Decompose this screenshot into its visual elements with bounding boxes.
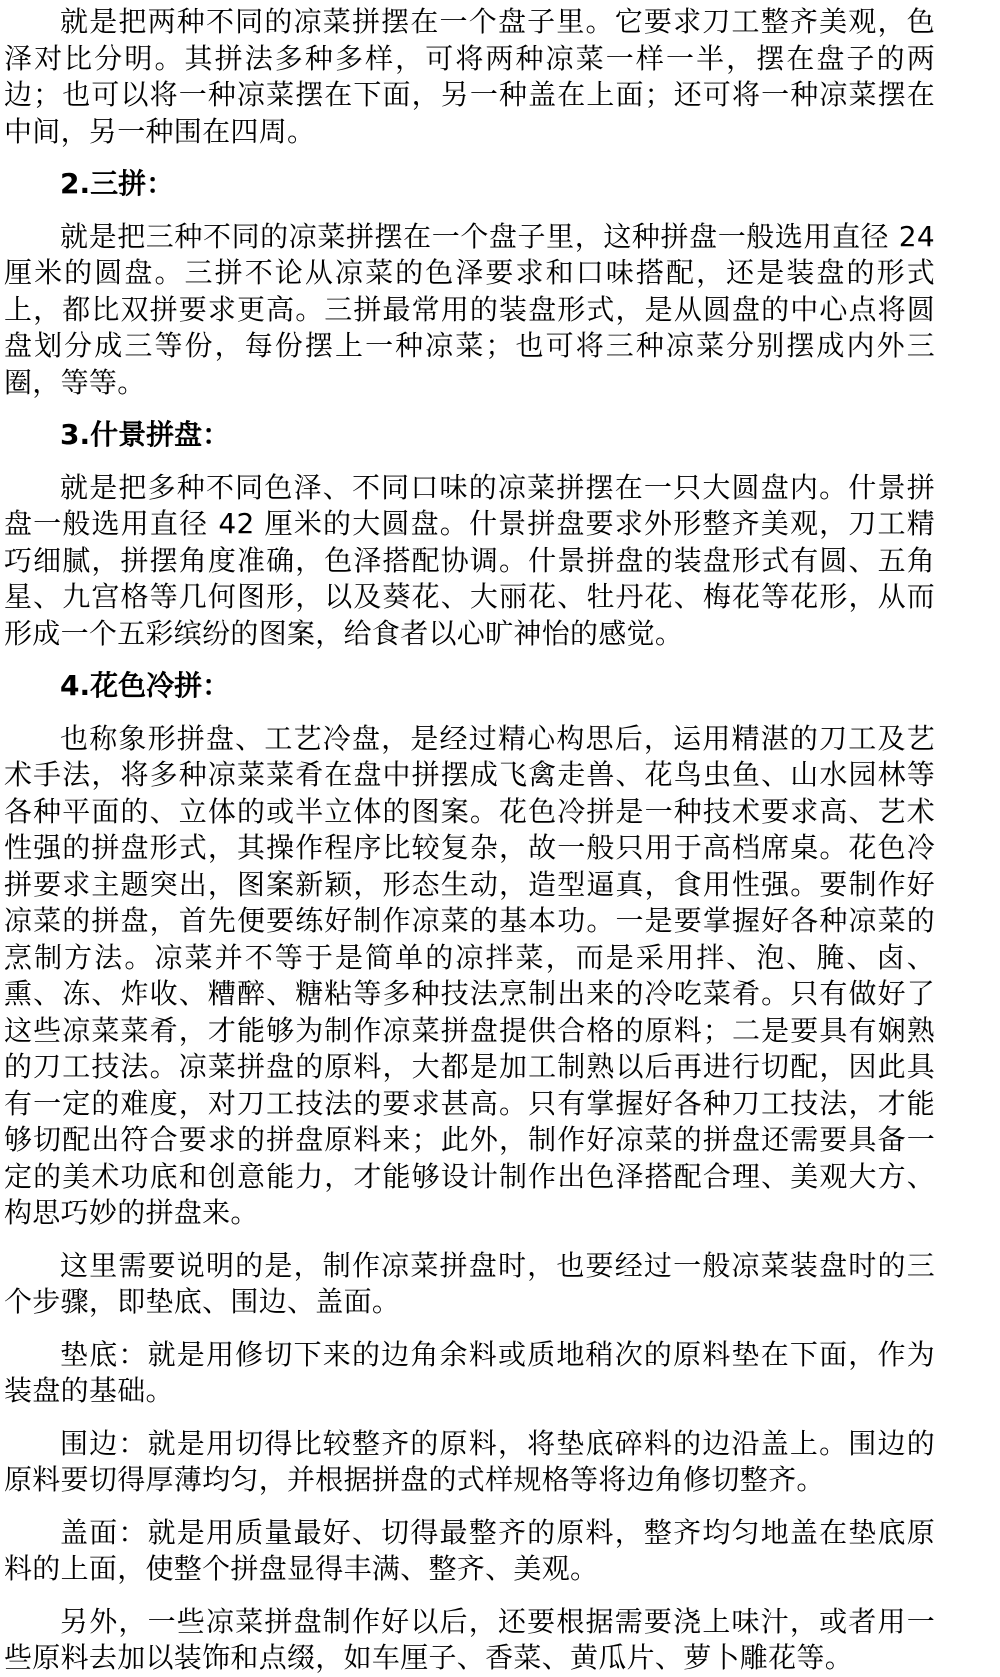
heading-huase-lengpin: 4.花色冷拼： (60, 669, 231, 702)
paragraph-sanpin: 就是把三种不同的凉菜拼摆在一个盘子里，这种拼盘一般选用直径 24 厘米的圆盘。三拼不论从凉菜的色泽要求和口味搭配，还是装盘的形式上，都比双拼要求更高。三拼最常用的装盘形式，是从圆盘的中心点将圆盘划分成三等份，每份摆上一种凉菜；也可将三种凉菜分别摆成内外三圈，等等。 (4, 219, 935, 399)
paragraph-three-steps: 这里需要说明的是，制作凉菜拼盘时，也要经过一般凉菜装盘时的三个步骤，即垫底、围边、盖面。 (4, 1248, 935, 1318)
heading-shijing-pinpan: 3.什景拼盘： (60, 418, 231, 451)
heading-sanpin: 2.三拼： (60, 167, 175, 200)
document-body (4, 4, 935, 1677)
paragraph-shijing-pinpan: 就是把多种不同色泽、不同口味的凉菜拼摆在一只大圆盘内。什景拼盘一般选用直径 42 厘米的大圆盘。什景拼盘要求外形整齐美观，刀工精巧细腻，拼摆角度准确，色泽搭配协调。什景拼盘的装盘形式有圆、五角星、九宫格等几何图形，以及葵花、大丽花、牡丹花、梅花等花形，从而形成一个五彩缤纷的图案，给食者以心旷神怡的感觉。 (4, 470, 935, 650)
paragraph-shuangpin: 就是把两种不同的凉菜拼摆在一个盘子里。它要求刀工整齐美观，色泽对比分明。其拼法多种多样，可将两种凉菜一样一半，摆在盘子的两边；也可以将一种凉菜摆在下面，另一种盖在上面；还可将一种凉菜摆在中间，另一种围在四周。 (4, 5, 935, 148)
paragraph-weibian: 围边：就是用切得比较整齐的原料，将垫底碎料的边沿盖上。围边的原料要切得厚薄均匀，并根据拼盘的式样规格等将边角修切整齐。 (4, 1426, 935, 1496)
paragraph-huase-lengpin: 也称象形拼盘、工艺冷盘，是经过精心构思后，运用精湛的刀工及艺术手法，将多种凉菜菜肴在盘中拼摆成飞禽走兽、花鸟虫鱼、山水园林等各种平面的、立体的或半立体的图案。花色冷拼是一种技术要求高、艺术性强的拼盘形式，其操作程序比较复杂，故一般只用于高档席桌。花色冷拼要求主题突出，图案新颖，形态生动，造型逼真，食用性强。要制作好凉菜的拼盘，首先便要练好制作凉菜的基本功。一是要掌握好各种凉菜的烹制方法。凉菜并不等于是简单的凉拌菜，而是采用拌、泡、腌、卤、熏、冻、炸收、糟醉、糖粘等多种技法烹制出来的冷吃菜肴。只有做好了这些凉菜菜肴，才能够为制作凉菜拼盘提供合格的原料；二是要具有娴熟的刀工技法。凉菜拼盘的原料，大都是加工制熟以后再进行切配，因此具有一定的难度，对刀工技法的要求甚高。只有掌握好各种刀工技法，才能够切配出符合要求的拼盘原料来；此外，制作好凉菜的拼盘还需要具备一定的美术功底和创意能力，才能够设计制作出色泽搭配合理、美观大方、构思巧妙的拼盘来。 (4, 721, 935, 1229)
paragraph-diandi: 垫底：就是用修切下来的边角余料或质地稍次的原料垫在下面，作为装盘的基础。 (4, 1337, 935, 1407)
paragraph-decoration: 另外，一些凉菜拼盘制作好以后，还要根据需要浇上味汁，或者用一些原料去加以装饰和点缀，如车厘子、香菜、黄瓜片、萝卜雕花等。 (4, 1604, 935, 1674)
paragraph-gaimian: 盖面：就是用质量最好、切得最整齐的原料，整齐均匀地盖在垫底原料的上面，使整个拼盘显得丰满、整齐、美观。 (4, 1515, 935, 1585)
